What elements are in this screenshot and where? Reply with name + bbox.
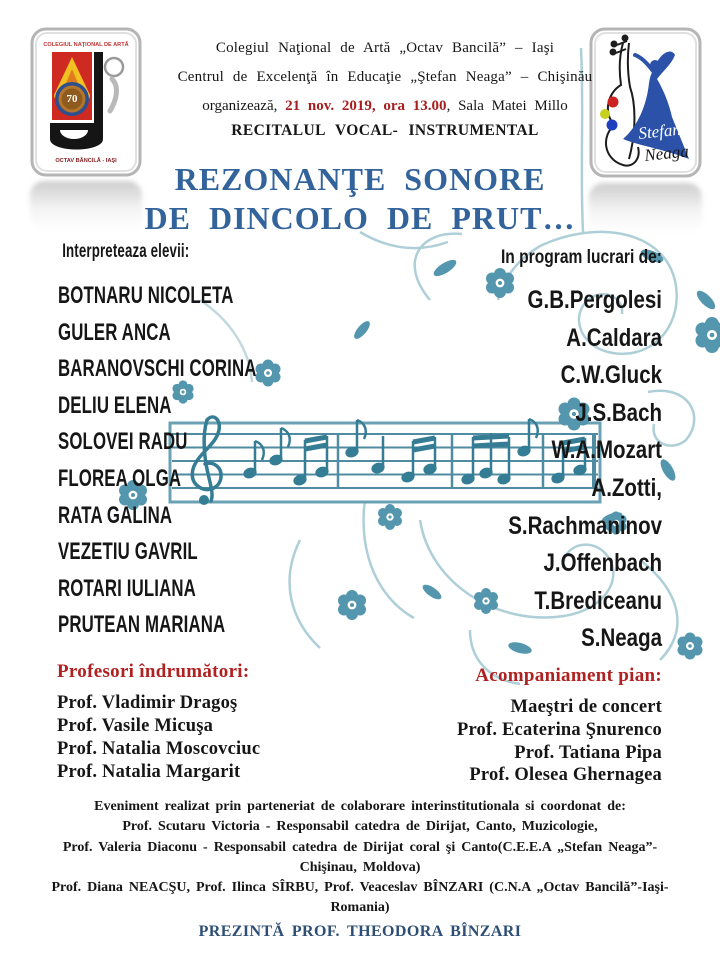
venue-label: , Sala Matei Millo (446, 98, 568, 114)
accompaniment-heading: Acompaniament pian: (475, 665, 662, 686)
footer (10, 797, 710, 942)
right-logo-script-1: Stefan (637, 119, 682, 143)
composer-name: C.W.Gluck (560, 361, 662, 390)
flower-icon (696, 317, 720, 353)
performer-name: SOLOVEI RADU (58, 428, 188, 456)
composer-name: T.Brediceanu (534, 586, 662, 615)
performer-name: DELIU ELENA (58, 391, 172, 419)
teacher-name: Prof. Natalia Moscovciuc (57, 739, 261, 759)
accompanist-name: Prof. Olesea Ghernagea (469, 765, 662, 786)
composer-name: W.A.Mozart (551, 436, 662, 465)
left-logo-badge-number: 70 (66, 93, 78, 105)
accompaniment-block (370, 665, 662, 787)
composer-name: S.Rachmaninov (508, 511, 662, 540)
institution-line-1: Colegiul Naţional de Artă „Octav Bancilă” – Iaşi (215, 40, 555, 56)
flower-icon (678, 633, 703, 660)
footer-line: Romania) (330, 900, 390, 916)
octav-bancila-logo (30, 27, 142, 177)
performer-name: BARANOVSCHI CORINA (58, 355, 257, 383)
performers-list (58, 241, 257, 644)
page-title (0, 160, 720, 238)
presenter-line: PREZINTĂ PROF. THEODORA BÎNZARI (198, 922, 522, 940)
title-line-1: REZONANŢE SONORE (174, 161, 546, 197)
teacher-name: Prof. Vasile Micuşa (57, 716, 214, 736)
footer-line: Prof. Valeria Diaconu - Responsabil catedra de Dirijat coral şi Canto(C.E.E.A „Stefan Neaga”- (62, 839, 658, 855)
program-list (365, 247, 662, 658)
composer-name: J.S.Bach (575, 398, 662, 427)
accompanist-name: Prof. Ecaterina Şnurenco (456, 719, 662, 740)
footer-line: Chişinau, Moldova) (299, 859, 421, 875)
flower-icon (338, 590, 366, 620)
composer-name: G.B.Pergolesi (527, 286, 662, 314)
event-date: 21 nov. 2019, ora 13.00 (285, 98, 447, 114)
performer-name: FLOREA OLGA (58, 464, 182, 492)
composer-name: S.Neaga (581, 624, 662, 653)
composer-name: A.Caldara (566, 323, 662, 352)
header (148, 40, 622, 140)
recital-type: RECITALUL VOCAL- INSTRUMENTAL (231, 122, 539, 139)
left-logo-bottom-text: OCTAV BĂNCILĂ - IAŞI (55, 158, 117, 164)
performer-name: RATA GALINA (58, 501, 173, 529)
accompanist-name: Prof. Tatiana Pipa (514, 742, 662, 763)
performers-heading: Interpreteaza elevii: (62, 241, 190, 262)
performer-name: PRUTEAN MARIANA (58, 611, 226, 639)
flower-icon (256, 360, 281, 387)
performer-name: VEZETIU GAVRIL (58, 538, 198, 566)
program-heading: In program lucrari de: (500, 247, 662, 268)
title-line-2: DE DINCOLO DE PRUT… (144, 200, 576, 236)
right-logo-script-2: Neaga (643, 141, 690, 165)
teacher-name: Prof. Vladimir Dragoş (57, 693, 238, 713)
performer-name: BOTNARU NICOLETA (58, 282, 234, 309)
footer-line: Eveniment realizat prin parteneriat de colaborare interinstitutionala si coordonat de: (94, 799, 626, 814)
institution-line-2: Centrul de Excelenţă în Educaţie „Ştefan Neaga” – Chişinău (177, 69, 593, 85)
performer-name: ROTARI IULIANA (58, 574, 196, 602)
composer-name: A.Zotti, (591, 473, 662, 502)
performer-name: GULER ANCA (58, 318, 171, 346)
teachers-block (57, 661, 260, 784)
teacher-name: Prof. Natalia Margarit (57, 762, 241, 782)
organizes-label: organizează, (202, 98, 286, 114)
footer-line: Prof. Diana NEACŞU, Prof. Ilinca SÎRBU, Prof. Veaceslav BÎNZARI (C.N.A „Octav Bancilă”-Iaşi- (51, 880, 669, 896)
left-logo-top-text: COLEGIUL NAŢIONAL DE ARTĂ (43, 42, 129, 48)
teachers-heading: Profesori îndrumători: (57, 661, 250, 682)
composer-name: J.Offenbach (543, 549, 662, 578)
footer-line: Prof. Scutaru Victoria - Responsabil catedra de Dirijat, Canto, Muzicologie, (122, 819, 598, 835)
accompanist-name: Maeştri de concert (510, 697, 662, 717)
event-date-line (148, 98, 622, 115)
